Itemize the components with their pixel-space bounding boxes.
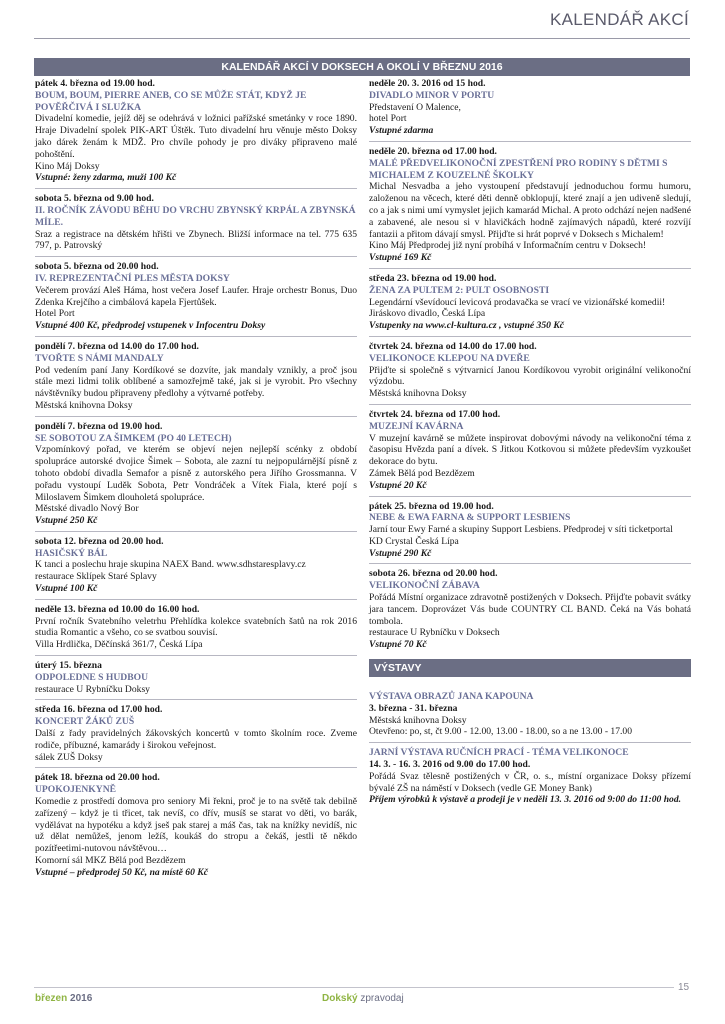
event-venue: Jiráskovo divadlo, Česká Lípa: [369, 308, 486, 320]
event-date: 14. 3. - 16. 3. 2016 od 9.00 do 17.00 hod.: [369, 759, 531, 771]
event-price: Vstupné 20 Kč: [369, 479, 427, 491]
event-date: sobota 5. března od 20.00 hod.: [35, 261, 159, 273]
footer-month: březen: [35, 993, 68, 1004]
right-column: [369, 78, 691, 814]
event-desc: Pořádá Místní organizace zdravotně postižených v Doksech. Přijďte pobavit svátky jara tancem. Doprovázet Vás bude COUNTRY CL BAND. Čeká na Vás bohatá tombola.: [369, 592, 691, 627]
event-price: Vstupné zdarma: [369, 125, 434, 137]
event-date: pondělí 7. března od 19.00 hod.: [35, 420, 163, 432]
event-venue: Městská knihovna Doksy: [35, 399, 133, 411]
footer-mag-a: Dokský: [322, 993, 358, 1004]
event-title: SE SOBOTOU ZA ŠIMKEM (PO 40 LETECH): [35, 432, 232, 444]
event-venue: Zámek Bělá pod Bezdězem: [369, 467, 475, 479]
event-price: Vstupné 290 Kč: [369, 547, 432, 559]
event-price: Vstupné 169 Kč: [369, 252, 432, 264]
event-item: [369, 409, 691, 497]
event-desc: Sraz a registrace na dětském hřišti ve Zbynech. Bližší informace na tel. 775 635 797, p. Patrovský: [35, 228, 357, 252]
event-price: Vstupné 70 Kč: [369, 639, 427, 651]
event-price: Vstupné – předprodej 50 Kč, na místě 60 Kč: [35, 866, 208, 878]
event-date: pátek 25. března od 19.00 hod.: [369, 500, 494, 512]
event-item: [369, 78, 691, 142]
footer-year: 2016: [70, 993, 93, 1004]
event-item: [369, 146, 691, 269]
event-date: pondělí 7. března od 14.00 do 17.00 hod.: [35, 340, 199, 352]
event-venue: hotel Port: [369, 113, 407, 125]
event-date: neděle 20. 3. 2016 od 15 hod.: [369, 78, 486, 89]
event-date: neděle 20. března od 17.00 hod.: [369, 145, 497, 157]
event-title: BOUM, BOUM, PIERRE ANEB, CO SE MŮŽE STÁT, KDYŽ JE POVĚŘČIVÁ I SLUŽKA: [35, 89, 307, 113]
event-item: [35, 536, 357, 600]
event-title: MUZEJNÍ KAVÁRNA: [369, 420, 464, 432]
event-item: [35, 261, 357, 337]
event-title: HASIČSKÝ BÁL: [35, 547, 108, 559]
event-venue: Otevřeno: po, st, čt 9.00 - 12.00, 13.00 - 18.00, so a ne 13.00 - 17.00: [369, 726, 632, 738]
event-title: UPOKOJENKYNĚ: [35, 784, 117, 796]
left-column: [35, 78, 357, 887]
event-venue: KD Crystal Česká Lípa: [369, 535, 459, 547]
exhibitions-banner: VÝSTAVY: [369, 659, 691, 677]
event-item: [369, 691, 691, 743]
event-date: 3. března - 31. března: [369, 702, 458, 714]
section-label: KALENDÁŘ AKCÍ: [549, 10, 689, 29]
event-desc: Večerem provází Aleš Háma, host večera Josef Laufer. Hraje orchestr Bonus, Duo Zdenka Krejčího a cimbálová kapela Fjertůšek.: [35, 284, 357, 308]
event-desc: K tanci a poslechu hraje skupina NAEX Band. www.sdhstaresplavy.cz: [35, 559, 306, 571]
event-price: Příjem výrobků k výstavě a prodeji je v neděli 13. 3. 2016 od 9:00 do 11:00 hod.: [369, 794, 682, 806]
event-title: TVOŘTE S NÁMI MANDALY: [35, 352, 164, 364]
event-venue: restaurace U Rybníčku v Doksech: [369, 627, 500, 639]
event-item: [35, 772, 357, 882]
event-venue: Villa Hrdlička, Děčínská 361/7, Česká Lípa: [35, 639, 203, 651]
event-venue: Městské divadlo Nový Bor: [35, 503, 139, 515]
event-date: sobota 12. března od 20.00 hod.: [35, 535, 164, 547]
event-date: pátek 18. března od 20.00 hod.: [35, 772, 160, 784]
event-desc: Jarní tour Ewy Farné a skupiny Support Lesbiens. Předprodej v síti ticketportal: [369, 524, 673, 536]
event-title: NEBE & EWA FARNA & SUPPORT LESBIENS: [369, 512, 571, 524]
event-date: středa 16. března od 17.00 hod.: [35, 704, 163, 716]
event-title: VELIKONOCE KLEPOU NA DVEŘE: [369, 352, 530, 364]
event-venue: restaurace U Rybníčku Doksy: [35, 683, 150, 695]
event-date: úterý 15. března: [35, 660, 102, 672]
event-desc: Městská knihovna Doksy: [369, 714, 467, 726]
event-date: sobota 5. března od 9.00 hod.: [35, 193, 154, 205]
event-desc: První ročník Svatebního veletrhu Přehlídka kolekce svatebních šatů na rok 2016 studia Romantic a všeho, co se svatbou souvisí.: [35, 615, 357, 639]
event-item: [35, 704, 357, 768]
event-price: Vstupné 250 Kč: [35, 515, 98, 527]
event-item: [35, 193, 357, 257]
event-date: neděle 13. března od 10.00 do 16.00 hod.: [35, 603, 200, 615]
event-desc: Představení O Malence,: [369, 101, 461, 113]
event-title: KONCERT ŽÁKŮ ZUŠ: [35, 716, 135, 728]
event-desc: Další z řady pravidelných žákovských koncertů v tomto školním roce. Zveme rodiče, příbuzné, kamarády i širokou veřejnost.: [35, 728, 357, 751]
event-venue: sálek ZUŠ Doksy: [35, 751, 103, 763]
event-title: ODPOLEDNE S HUDBOU: [35, 671, 149, 683]
event-desc: Michal Nesvadba a jeho vystoupení představují jednoduchou formu humoru, založenou na věcech, které děti denně obklopují, které znají a jen udiveně sledují, co a jak s nimi umí vymyslet jejich kamarád Michal. A proto odchází nejen nadšené a zabavené, ale nesou si v hlavičkách hodně zajímavých nápadů, které rozvíjí fantazii a přitom dávají smysl. Přijďte si hrát poprvé v Doksech s Michalem!: [369, 181, 691, 240]
event-title: MALÉ PŘEDVELIKONOČNÍ ZPESTŘENÍ PRO RODINY S DĚTMI S MICHALEM Z KOUZELNÉ ŠKOLKY: [369, 157, 668, 181]
event-price: Vstupné: ženy zdarma, muži 100 Kč: [35, 172, 177, 184]
event-desc: Vzpomínkový pořad, ve kterém se objeví nejen nejlepší scénky z období spolupráce autorské dvojice Šimek – Sobota, ale zazní tu nejpopulárnější písně z tohoto období divadla Semafor a písně z autorského pera Jiřího Grossmanna. V pořadu vystoupí Luděk Sobota, Petr Vondráček a Vítek Fiala, které pojí s Miloslavem Šimkem dlouholetá spolupráce.: [35, 444, 357, 503]
calendar-banner: KALENDÁŘ AKCÍ V DOKSECH A OKOLÍ V BŘEZNU 2016: [34, 58, 690, 76]
page-number: 15: [678, 982, 690, 993]
event-price: Vstupné 100 Kč: [35, 583, 98, 595]
event-venue: Kino Máj Doksy: [35, 160, 100, 172]
event-desc: Přijďte si společně s výtvarnicí Janou Kordíkovou vyrobit originální velikonoční výzdobu.: [369, 364, 691, 388]
footer-magazine: [322, 993, 404, 1004]
footer-rule: [34, 987, 674, 988]
event-desc: Komedie z prostředí domova pro seniory Mi řekni, proč je to na světě tak debilně zařízený – když je ti třicet, tak nevíš, co dřív, musíš se starat vo děti, vo barák, vydělávat na hypotéku a když jseš pak starej a máš čas, tak na knížky nevidíš, nic už dělat nemůžeš, jenom ležíš, koukáš do stropu a čekáš, jestli tě někdo pozítřeetimi-nutovou návštěvou…: [35, 796, 357, 855]
event-desc: Pod vedením paní Jany Kordíkové se dozvíte, jak mandaly vznikly, a proč jsou stále mezi lidmi tolik oblíbené a samozřejmě také, jak si je vyrobit. Pro všechny návštěvníky budou připraveny předlohy a výtvarné potřeby.: [35, 364, 357, 400]
event-desc: Pořádá Svaz tělesně postižených v ČR, o. s., místní organizace Doksy přízemí bývalé ZŠ na náměstí v Doksech (vedle GE Money Bank): [369, 770, 691, 794]
event-price: Vstupné 400 Kč, předprodej vstupenek v Infocentru Doksy: [35, 320, 266, 332]
event-item: [35, 421, 357, 532]
event-venue: restaurace Sklípek Staré Splavy: [35, 571, 157, 583]
event-venue: Kino Máj Předprodej již nyní probíhá v Informačním centru v Doksech!: [369, 240, 647, 252]
event-venue: Hotel Port: [35, 308, 75, 320]
event-date: středa 23. března od 19.00 hod.: [369, 272, 497, 284]
event-date: čtvrtek 24. března od 17.00 hod.: [369, 408, 501, 420]
event-title: VÝSTAVA OBRAZŮ JANA KAPOUNA: [369, 691, 534, 703]
event-title: ŽENA ZA PULTEM 2: PULT OSOBNOSTI: [369, 284, 550, 296]
event-item: [35, 78, 357, 189]
footer-issue: [35, 993, 92, 1004]
event-item: [369, 568, 691, 655]
event-venue: Městská knihovna Doksy: [369, 388, 467, 400]
top-rule: [34, 38, 690, 39]
event-price: Vstupenky na www.cl-kultura.cz , vstupné 350 Kč: [369, 320, 565, 332]
event-date: sobota 26. března od 20.00 hod.: [369, 568, 498, 580]
event-item: [369, 341, 691, 405]
event-title: II. ROČNÍK ZÁVODU BĚHU DO VRCHU ZBYNSKÝ KRPÁL A ZBYNSKÁ MÍLE.: [35, 204, 356, 228]
event-date: čtvrtek 24. března od 14.00 do 17.00 hod.: [369, 340, 537, 352]
event-item: [369, 273, 691, 337]
footer-mag-b: zpravodaj: [360, 993, 404, 1004]
event-desc: V muzejní kavárně se můžete inspirovat dobovými návody na velikonoční téma z časopisu Hvězda paní a dívek. S Jitkou Kotkovou si můžete především vyzkoušet dekorace do bytu.: [369, 432, 691, 468]
event-title: IV. REPREZENTAČNÍ PLES MĚSTA DOKSY: [35, 272, 230, 284]
event-title: JARNÍ VÝSTAVA RUČNÍCH PRACÍ - TÉMA VELIKONOCE: [369, 747, 629, 759]
event-item: [35, 604, 357, 656]
event-title: DIVADLO MINOR V PORTU: [369, 89, 495, 101]
event-item: [369, 501, 691, 565]
event-date: pátek 4. března od 19.00 hod.: [35, 78, 155, 89]
event-title: VELIKONOČNÍ ZÁBAVA: [369, 580, 480, 592]
event-item: [35, 341, 357, 417]
event-item: [35, 660, 357, 700]
event-desc: Legendární vševídoucí levicová prodavačka se vrací ve vizionářské komedii!: [369, 296, 666, 308]
event-desc: Divadelní komedie, jejíž děj se odehrává v ložnici pařížské smetánky v roce 1890. Hraje Divadelní spolek PIK-ART Úštěk. Tuto divadelní hru věnuje město Doksy jako dárek ženám k MDŽ. Pro chvíle pohody je pro diváky připraveno malé pohoštění.: [35, 113, 357, 160]
event-item: [369, 747, 691, 810]
event-venue: Komorní sál MKZ Bělá pod Bezdězem: [35, 855, 186, 867]
